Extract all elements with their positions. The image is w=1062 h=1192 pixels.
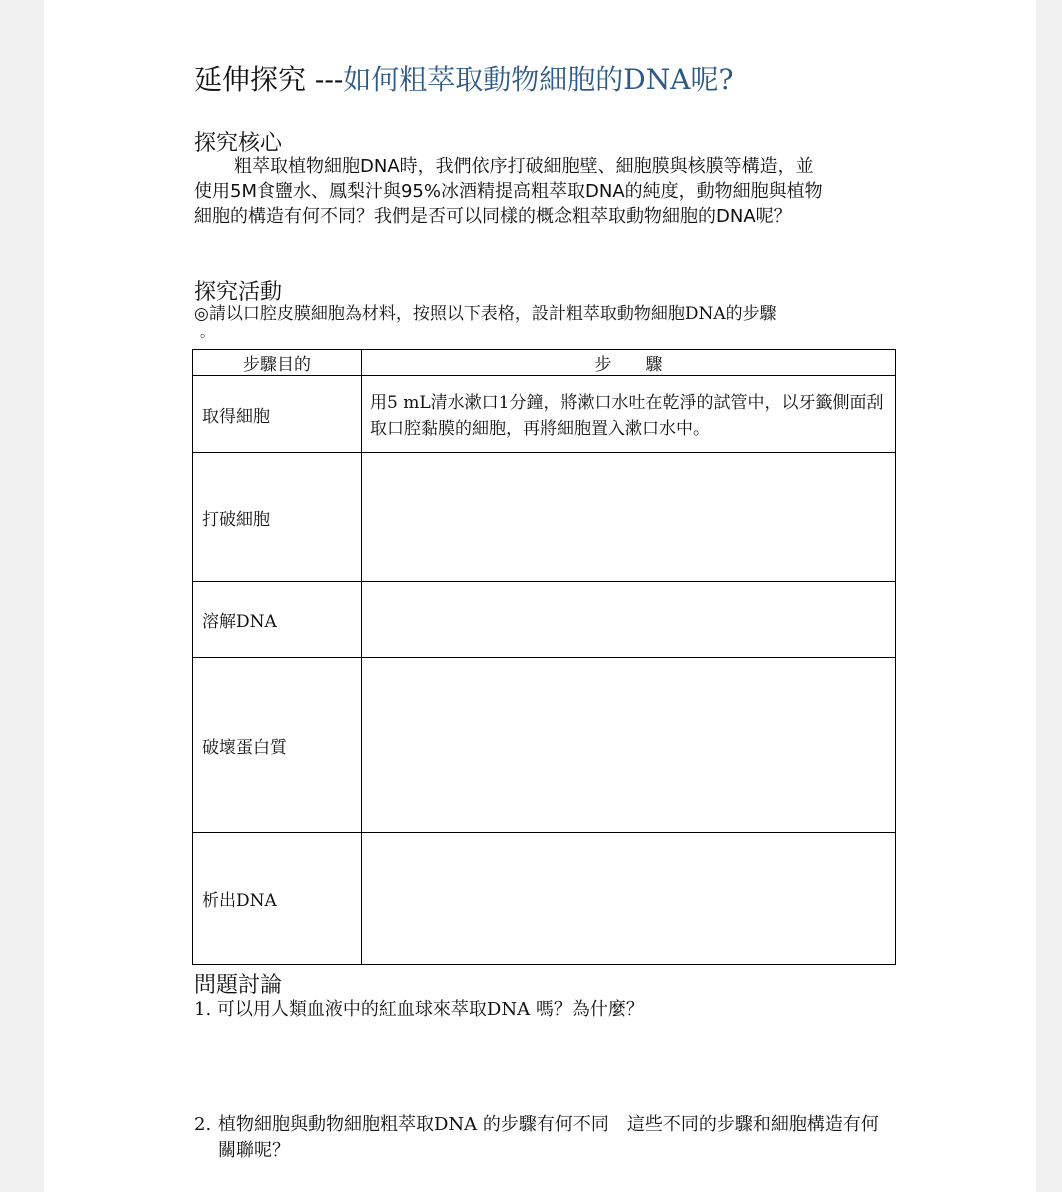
purpose-cell: 溶解DNA	[193, 582, 362, 658]
step-cell[interactable]	[362, 658, 896, 833]
purpose-cell: 取得細胞	[193, 376, 362, 453]
step-cell[interactable]	[362, 376, 896, 453]
question-1	[194, 997, 644, 1023]
page-title	[194, 58, 733, 98]
steps-table	[192, 349, 896, 965]
activity-instruction: ◎請以口腔皮膜細胞為材料，按照以下表格，設計粗萃取動物細胞DNA的步驟	[194, 304, 777, 324]
purpose-cell: 打破細胞	[193, 453, 362, 582]
activity-heading: 探究活動	[194, 280, 283, 305]
question-text: 植物細胞與動物細胞粗萃取DNA 的步驟有何不同 這些不同的步驟和細胞構造有何關聯呢？	[218, 1114, 879, 1161]
core-heading: 探究核心	[194, 131, 283, 156]
header-steps: 步 驟	[362, 350, 896, 376]
question-text: 可以用人類血液中的紅血球來萃取DNA 嗎？為什麼？	[216, 999, 644, 1020]
step-cell[interactable]	[362, 582, 896, 658]
header-purpose: 步驟目的	[193, 350, 362, 376]
core-paragraph	[194, 154, 894, 229]
purpose-cell: 破壞蛋白質	[193, 658, 362, 833]
core-line: 細胞的構造有何不同？我們是否可以同樣的概念粗萃取動物細胞的DNA呢？	[194, 206, 792, 227]
title-question: 如何粗萃取動物細胞的DNA呢?	[343, 63, 734, 96]
step-cell[interactable]	[362, 453, 896, 582]
step-text: 用5 mL清水漱口1分鐘，將漱口水吐在乾淨的試管中，以牙籤側面刮取口腔黏膜的細胞，再將細胞置入漱口水中。	[370, 393, 884, 439]
table-row	[193, 376, 896, 453]
core-line: 粗萃取植物細胞DNA時，我們依序打破細胞壁、細胞膜與核膜等構造，並	[234, 156, 814, 177]
table-row	[193, 658, 896, 833]
table-row	[193, 582, 896, 658]
question-number: 1.	[194, 999, 212, 1020]
question-2	[194, 1112, 894, 1164]
purpose-cell: 析出DNA	[193, 833, 362, 965]
question-number: 2.	[194, 1114, 212, 1135]
activity-instruction-end: 。	[200, 325, 214, 341]
table-row	[193, 833, 896, 965]
core-line: 使用5M食鹽水、鳳梨汁與95%冰酒精提高粗萃取DNA的純度，動物細胞與植物	[194, 181, 823, 202]
document-page	[44, 0, 1036, 1192]
title-prefix: 延伸探究 ---	[194, 63, 344, 96]
step-cell[interactable]	[362, 833, 896, 965]
table-header-row	[193, 350, 896, 376]
table-row	[193, 453, 896, 582]
discussion-heading: 問題討論	[194, 973, 283, 998]
